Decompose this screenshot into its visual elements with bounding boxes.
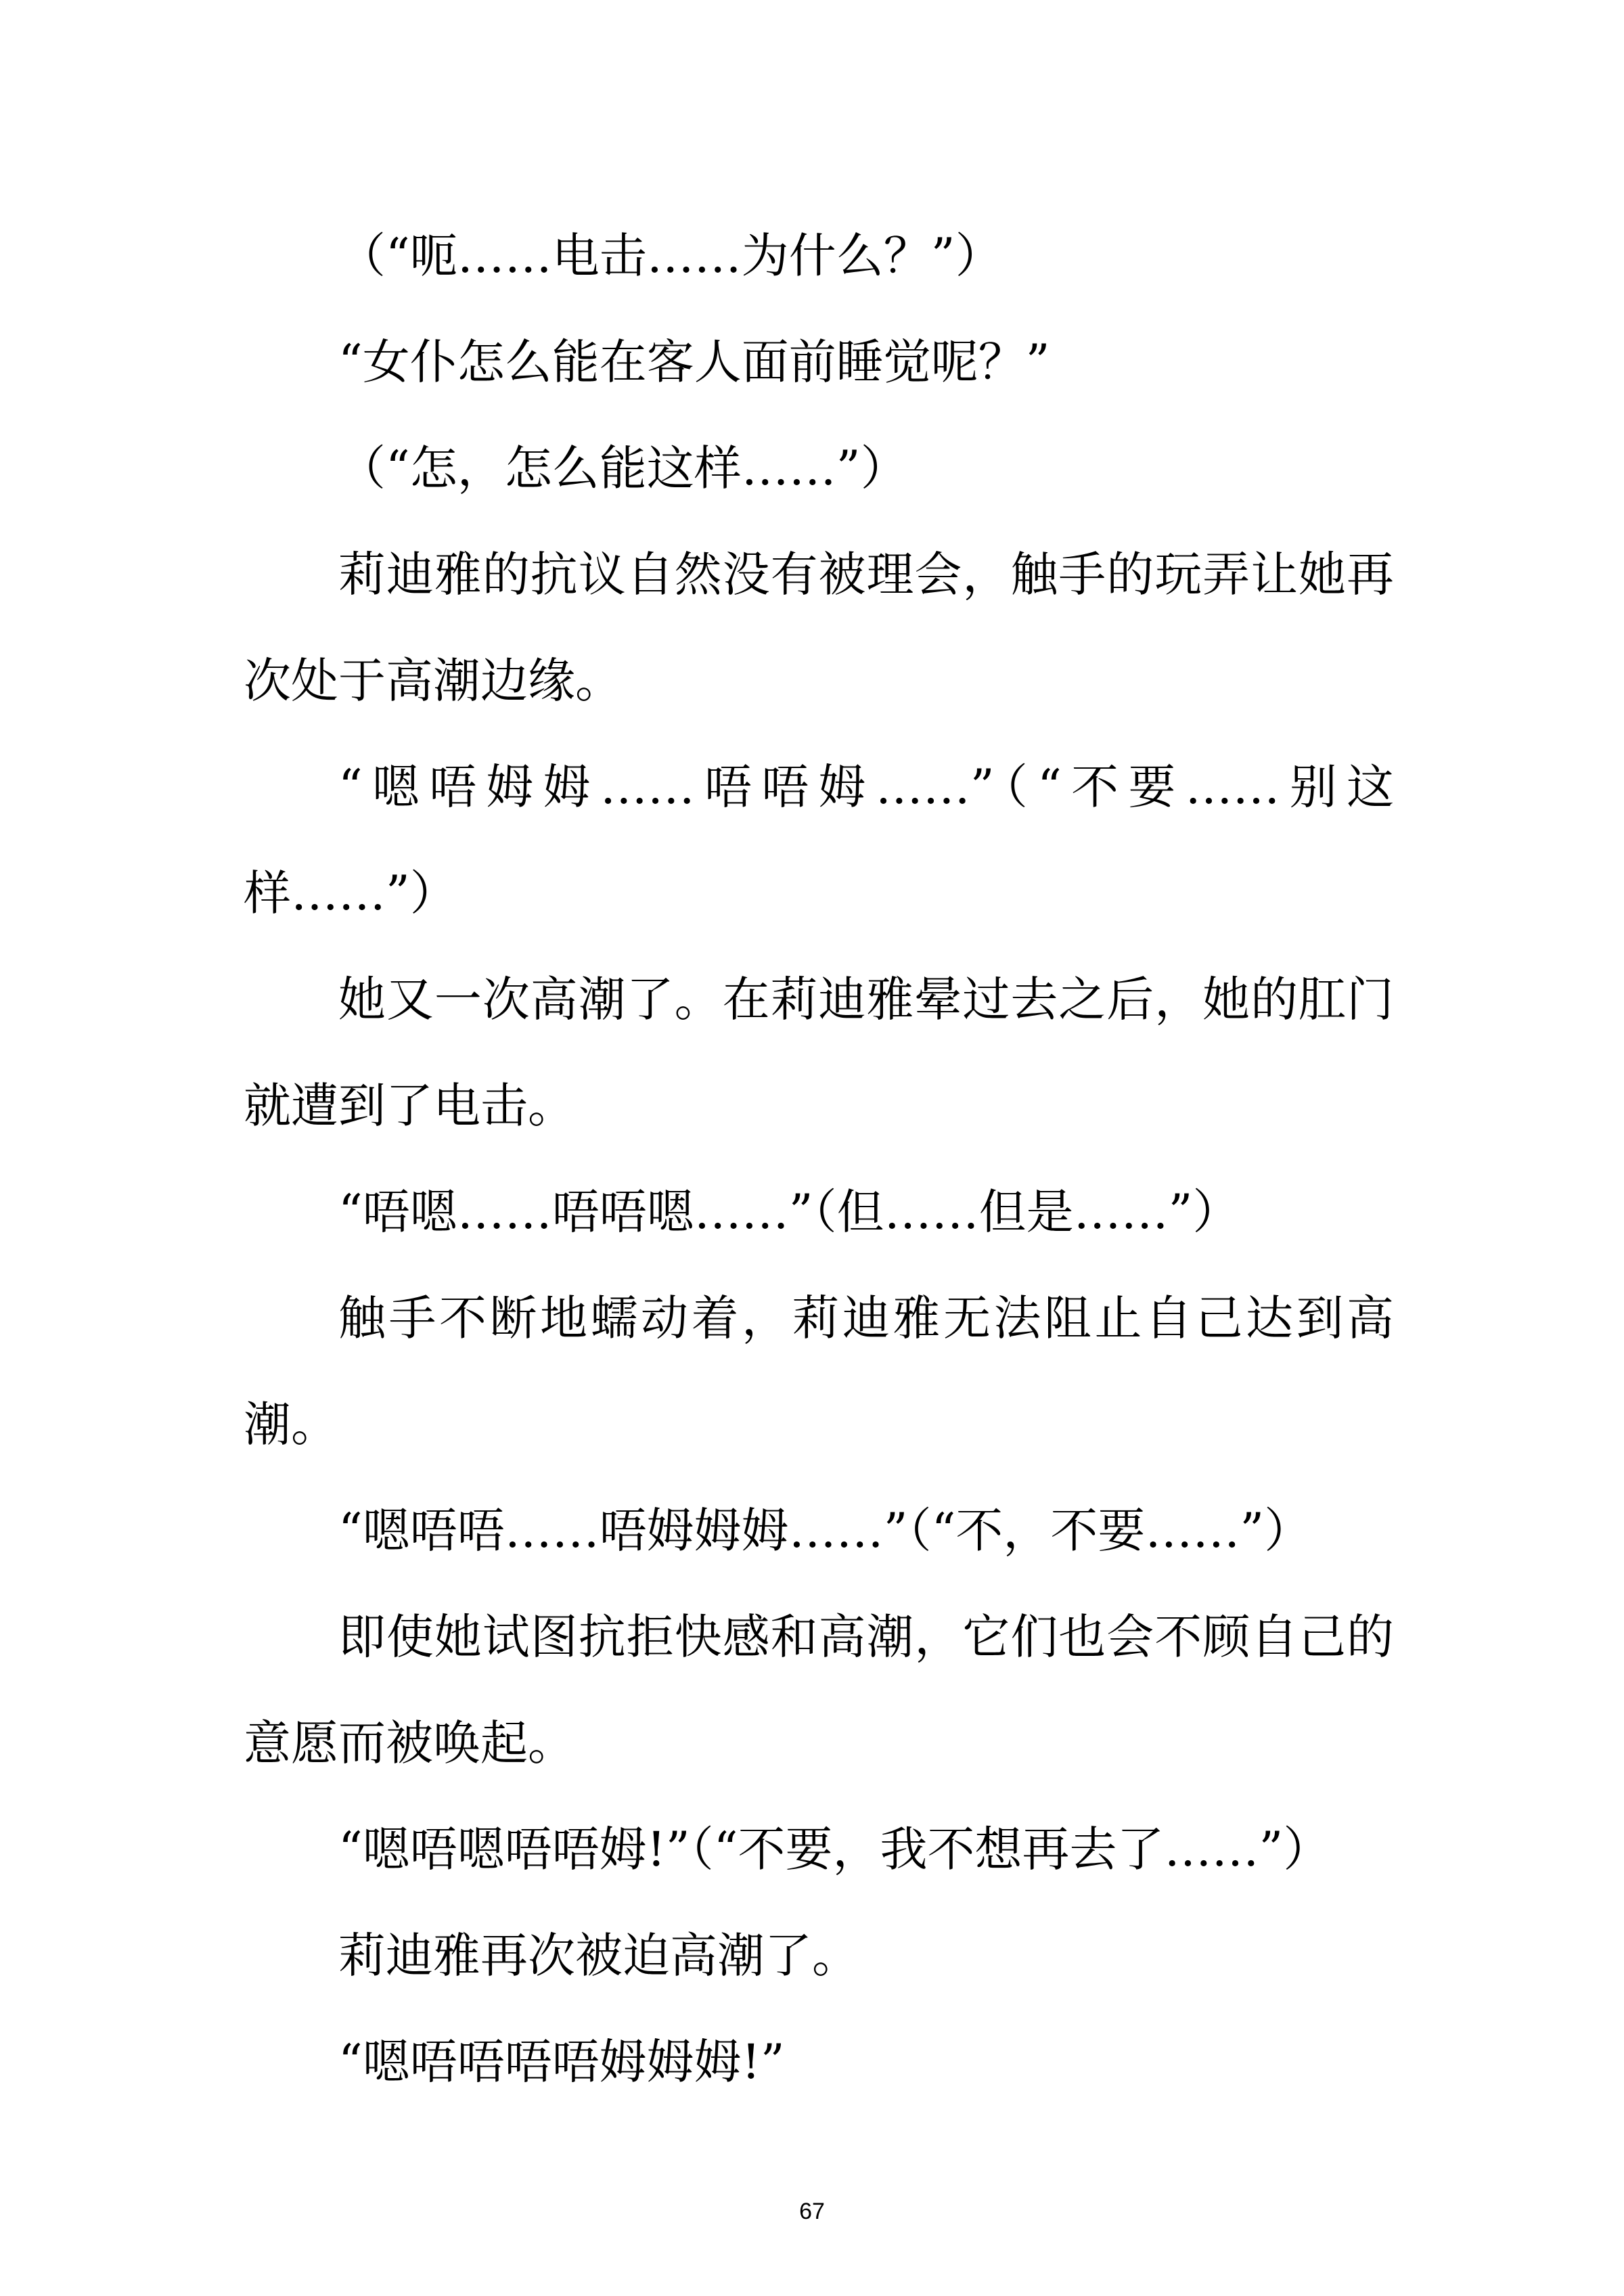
paragraph-5: “嗯唔姆姆……唔唔姆……”（“不要……别这样……”） [244, 759, 1394, 921]
paragraph-3: （“怎，怎么能这样……”） [338, 441, 908, 496]
paragraph-6: 她又一次高潮了。在莉迪雅晕过去之后，她的肛门就遭到了电击。 [244, 972, 1394, 1133]
paragraph-2: “女仆怎么能在客人面前睡觉呢？” [338, 334, 1050, 390]
paragraph-8: 触手不断地蠕动着，莉迪雅无法阻止自己达到高潮。 [244, 1290, 1394, 1452]
paragraph-1: （“呃……电击……为什么？”） [338, 228, 1003, 284]
paragraph-7: “唔嗯……唔唔嗯……”（但……但是……”） [338, 1184, 1240, 1240]
paragraph-4: 莉迪雅的抗议自然没有被理会，触手的玩弄让她再次处于高潮边缘。 [244, 547, 1394, 708]
paragraph-9: “嗯唔唔……唔姆姆姆……”（“不，不要……”） [338, 1503, 1312, 1558]
paragraph-13: “嗯唔唔唔唔姆姆姆!” [338, 2034, 785, 2090]
paragraph-10: 即使她试图抗拒快感和高潮，它们也会不顾自己的意愿而被唤起。 [244, 1609, 1394, 1771]
page-number: 67 [799, 2199, 825, 2224]
paragraph-11: “嗯唔嗯唔唔姆!”（“不要，我不想再去了……”） [338, 1822, 1331, 1877]
body-text [244, 203, 1394, 2115]
paragraph-12: 莉迪雅再次被迫高潮了。 [338, 1928, 859, 1983]
